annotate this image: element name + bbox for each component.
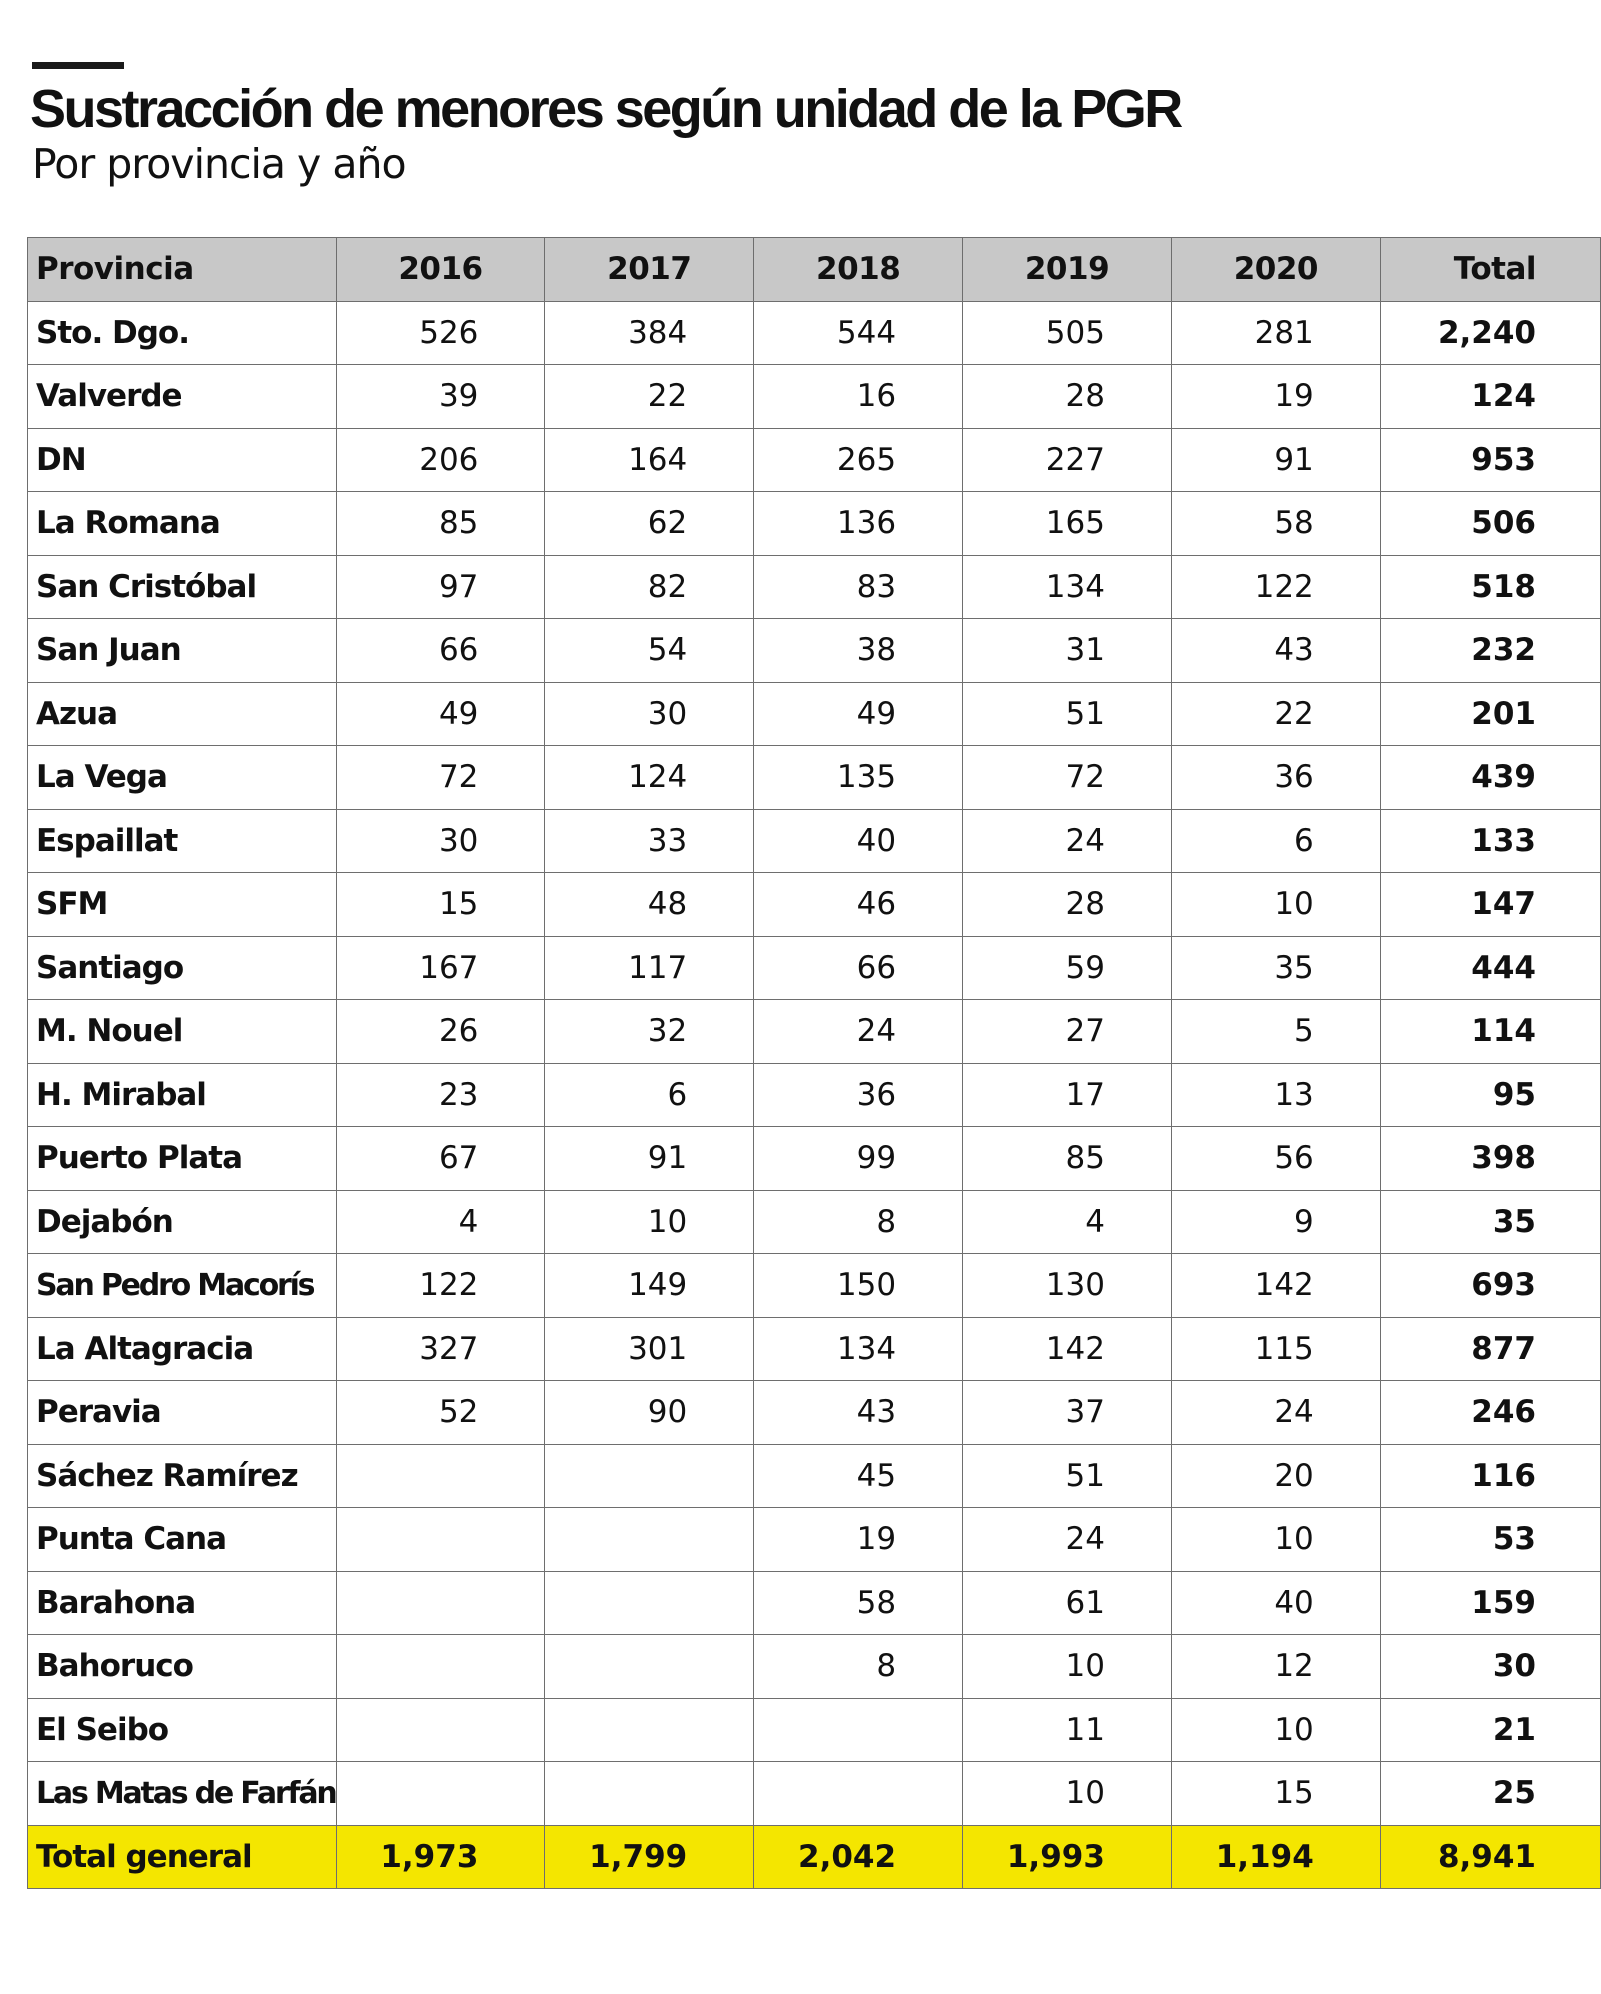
value-cell: 327 [336,1317,545,1381]
column-header-2018: 2018 [754,238,963,302]
value-cell: 91 [545,1127,754,1191]
province-cell: Bahoruco [28,1635,337,1699]
table-row [28,1254,1601,1318]
value-cell: 62 [545,492,754,556]
value-cell: 37 [963,1381,1172,1445]
row-total-cell: 693 [1380,1254,1600,1318]
value-cell: 28 [963,365,1172,429]
column-header-2017: 2017 [545,238,754,302]
value-cell: 6 [545,1063,754,1127]
value-cell: 72 [963,746,1172,810]
province-cell: Punta Cana [28,1508,337,1572]
value-cell: 91 [1171,428,1380,492]
year-total-cell: 1,799 [545,1825,754,1889]
value-cell: 38 [754,619,963,683]
value-cell: 24 [963,1508,1172,1572]
value-cell: 97 [336,555,545,619]
value-cell: 16 [754,365,963,429]
province-cell: H. Mirabal [28,1063,337,1127]
row-total-cell: 95 [1380,1063,1600,1127]
value-cell: 58 [1171,492,1380,556]
value-cell: 85 [963,1127,1172,1191]
value-cell: 10 [1171,1698,1380,1762]
row-total-cell: 398 [1380,1127,1600,1191]
value-cell [754,1698,963,1762]
value-cell: 72 [336,746,545,810]
value-cell: 15 [1171,1762,1380,1826]
value-cell: 281 [1171,301,1380,365]
value-cell: 45 [754,1444,963,1508]
value-cell: 58 [754,1571,963,1635]
province-cell: SFM [28,873,337,937]
value-cell [336,1698,545,1762]
value-cell: 134 [754,1317,963,1381]
value-cell [336,1571,545,1635]
value-cell: 11 [963,1698,1172,1762]
province-cell: Las Matas de Farfán [28,1762,337,1826]
value-cell: 10 [963,1762,1172,1826]
value-cell: 82 [545,555,754,619]
value-cell: 61 [963,1571,1172,1635]
value-cell: 4 [336,1190,545,1254]
value-cell: 46 [754,873,963,937]
table-row [28,555,1601,619]
year-total-cell: 1,194 [1171,1825,1380,1889]
value-cell: 142 [963,1317,1172,1381]
value-cell: 15 [336,873,545,937]
data-table-container [27,237,1601,1889]
value-cell: 54 [545,619,754,683]
value-cell: 10 [545,1190,754,1254]
row-total-cell: 246 [1380,1381,1600,1445]
value-cell: 4 [963,1190,1172,1254]
value-cell: 90 [545,1381,754,1445]
value-cell: 85 [336,492,545,556]
table-row [28,1127,1601,1191]
value-cell: 384 [545,301,754,365]
row-total-cell: 114 [1380,1000,1600,1064]
province-cell: El Seibo [28,1698,337,1762]
value-cell: 26 [336,1000,545,1064]
row-total-cell: 201 [1380,682,1600,746]
table-row [28,1317,1601,1381]
data-table [27,237,1601,1889]
province-cell: Peravia [28,1381,337,1445]
chart-title: Sustracción de menores según unidad de la PGR [30,79,1181,139]
table-row [28,682,1601,746]
total-label-cell: Total general [28,1825,337,1889]
table-row [28,1762,1601,1826]
row-total-cell: 232 [1380,619,1600,683]
value-cell: 30 [545,682,754,746]
value-cell: 20 [1171,1444,1380,1508]
value-cell: 117 [545,936,754,1000]
value-cell: 28 [963,873,1172,937]
province-cell: Espaillat [28,809,337,873]
value-cell: 33 [545,809,754,873]
row-total-cell: 30 [1380,1635,1600,1699]
row-total-cell: 518 [1380,555,1600,619]
value-cell: 22 [545,365,754,429]
value-cell: 24 [754,1000,963,1064]
value-cell: 59 [963,936,1172,1000]
table-row [28,1381,1601,1445]
table-row [28,873,1601,937]
value-cell: 10 [1171,873,1380,937]
value-cell: 301 [545,1317,754,1381]
value-cell: 136 [754,492,963,556]
province-cell: La Altagracia [28,1317,337,1381]
table-row [28,1444,1601,1508]
value-cell: 24 [963,809,1172,873]
year-total-cell: 1,973 [336,1825,545,1889]
value-cell: 56 [1171,1127,1380,1191]
value-cell: 265 [754,428,963,492]
table-row [28,428,1601,492]
province-cell: DN [28,428,337,492]
value-cell: 124 [545,746,754,810]
value-cell: 206 [336,428,545,492]
value-cell [545,1444,754,1508]
column-header-2016: 2016 [336,238,545,302]
value-cell: 8 [754,1635,963,1699]
value-cell: 17 [963,1063,1172,1127]
row-total-cell: 35 [1380,1190,1600,1254]
value-cell: 49 [754,682,963,746]
row-total-cell: 116 [1380,1444,1600,1508]
value-cell: 40 [754,809,963,873]
table-row [28,746,1601,810]
value-cell: 22 [1171,682,1380,746]
value-cell: 48 [545,873,754,937]
row-total-cell: 147 [1380,873,1600,937]
year-total-cell: 2,042 [754,1825,963,1889]
province-cell: La Vega [28,746,337,810]
chart-subtitle: Por provincia y año [32,140,406,188]
value-cell: 150 [754,1254,963,1318]
province-cell: Azua [28,682,337,746]
row-total-cell: 53 [1380,1508,1600,1572]
row-total-cell: 444 [1380,936,1600,1000]
value-cell: 51 [963,1444,1172,1508]
value-cell: 544 [754,301,963,365]
table-row [28,301,1601,365]
value-cell: 31 [963,619,1172,683]
row-total-cell: 133 [1380,809,1600,873]
value-cell: 40 [1171,1571,1380,1635]
value-cell [336,1508,545,1572]
value-cell: 49 [336,682,545,746]
value-cell: 10 [1171,1508,1380,1572]
value-cell: 9 [1171,1190,1380,1254]
value-cell: 149 [545,1254,754,1318]
column-header-2019: 2019 [963,238,1172,302]
value-cell: 67 [336,1127,545,1191]
table-row [28,365,1601,429]
value-cell: 115 [1171,1317,1380,1381]
province-cell: La Romana [28,492,337,556]
table-row [28,936,1601,1000]
value-cell: 526 [336,301,545,365]
table-body [28,301,1601,1889]
province-cell: Sáchez Ramírez [28,1444,337,1508]
row-total-cell: 159 [1380,1571,1600,1635]
value-cell: 43 [1171,619,1380,683]
value-cell: 8 [754,1190,963,1254]
table-row [28,1508,1601,1572]
value-cell: 27 [963,1000,1172,1064]
value-cell: 135 [754,746,963,810]
value-cell: 19 [1171,365,1380,429]
table-row [28,809,1601,873]
column-header-total: Total [1380,238,1600,302]
value-cell: 505 [963,301,1172,365]
value-cell: 130 [963,1254,1172,1318]
table-row [28,492,1601,556]
province-cell: Santiago [28,936,337,1000]
value-cell: 122 [1171,555,1380,619]
value-cell: 134 [963,555,1172,619]
value-cell: 39 [336,365,545,429]
value-cell [545,1635,754,1699]
value-cell: 30 [336,809,545,873]
column-header-2020: 2020 [1171,238,1380,302]
value-cell: 24 [1171,1381,1380,1445]
row-total-cell: 2,240 [1380,301,1600,365]
value-cell: 19 [754,1508,963,1572]
province-cell: Dejabón [28,1190,337,1254]
value-cell [336,1444,545,1508]
value-cell: 36 [754,1063,963,1127]
value-cell [545,1762,754,1826]
value-cell: 164 [545,428,754,492]
value-cell: 51 [963,682,1172,746]
value-cell: 12 [1171,1635,1380,1699]
table-row [28,1698,1601,1762]
value-cell: 32 [545,1000,754,1064]
province-cell: San Pedro Macorís [28,1254,337,1318]
value-cell: 43 [754,1381,963,1445]
row-total-cell: 953 [1380,428,1600,492]
row-total-cell: 25 [1380,1762,1600,1826]
value-cell: 122 [336,1254,545,1318]
row-total-cell: 439 [1380,746,1600,810]
row-total-cell: 877 [1380,1317,1600,1381]
row-total-cell: 21 [1380,1698,1600,1762]
value-cell: 167 [336,936,545,1000]
column-header-provincia: Provincia [28,238,337,302]
value-cell [754,1762,963,1826]
province-cell: Puerto Plata [28,1127,337,1191]
grand-total-cell: 8,941 [1380,1825,1600,1889]
value-cell: 10 [963,1635,1172,1699]
table-row [28,1000,1601,1064]
table-row [28,1571,1601,1635]
table-row [28,1190,1601,1254]
value-cell: 52 [336,1381,545,1445]
province-cell: San Cristóbal [28,555,337,619]
title-accent-bar [32,62,124,69]
value-cell: 165 [963,492,1172,556]
province-cell: Sto. Dgo. [28,301,337,365]
value-cell: 83 [754,555,963,619]
value-cell [336,1635,545,1699]
value-cell: 66 [754,936,963,1000]
table-row [28,619,1601,683]
province-cell: M. Nouel [28,1000,337,1064]
province-cell: San Juan [28,619,337,683]
value-cell: 6 [1171,809,1380,873]
table-header-row [28,238,1601,302]
value-cell [545,1508,754,1572]
value-cell: 23 [336,1063,545,1127]
province-cell: Valverde [28,365,337,429]
value-cell: 35 [1171,936,1380,1000]
value-cell [545,1571,754,1635]
value-cell: 5 [1171,1000,1380,1064]
year-total-cell: 1,993 [963,1825,1172,1889]
value-cell [336,1762,545,1826]
table-row [28,1063,1601,1127]
row-total-cell: 506 [1380,492,1600,556]
value-cell: 13 [1171,1063,1380,1127]
table-row [28,1635,1601,1699]
value-cell [545,1698,754,1762]
value-cell: 227 [963,428,1172,492]
value-cell: 99 [754,1127,963,1191]
row-total-cell: 124 [1380,365,1600,429]
value-cell: 142 [1171,1254,1380,1318]
total-row [28,1825,1601,1889]
value-cell: 36 [1171,746,1380,810]
province-cell: Barahona [28,1571,337,1635]
value-cell: 66 [336,619,545,683]
